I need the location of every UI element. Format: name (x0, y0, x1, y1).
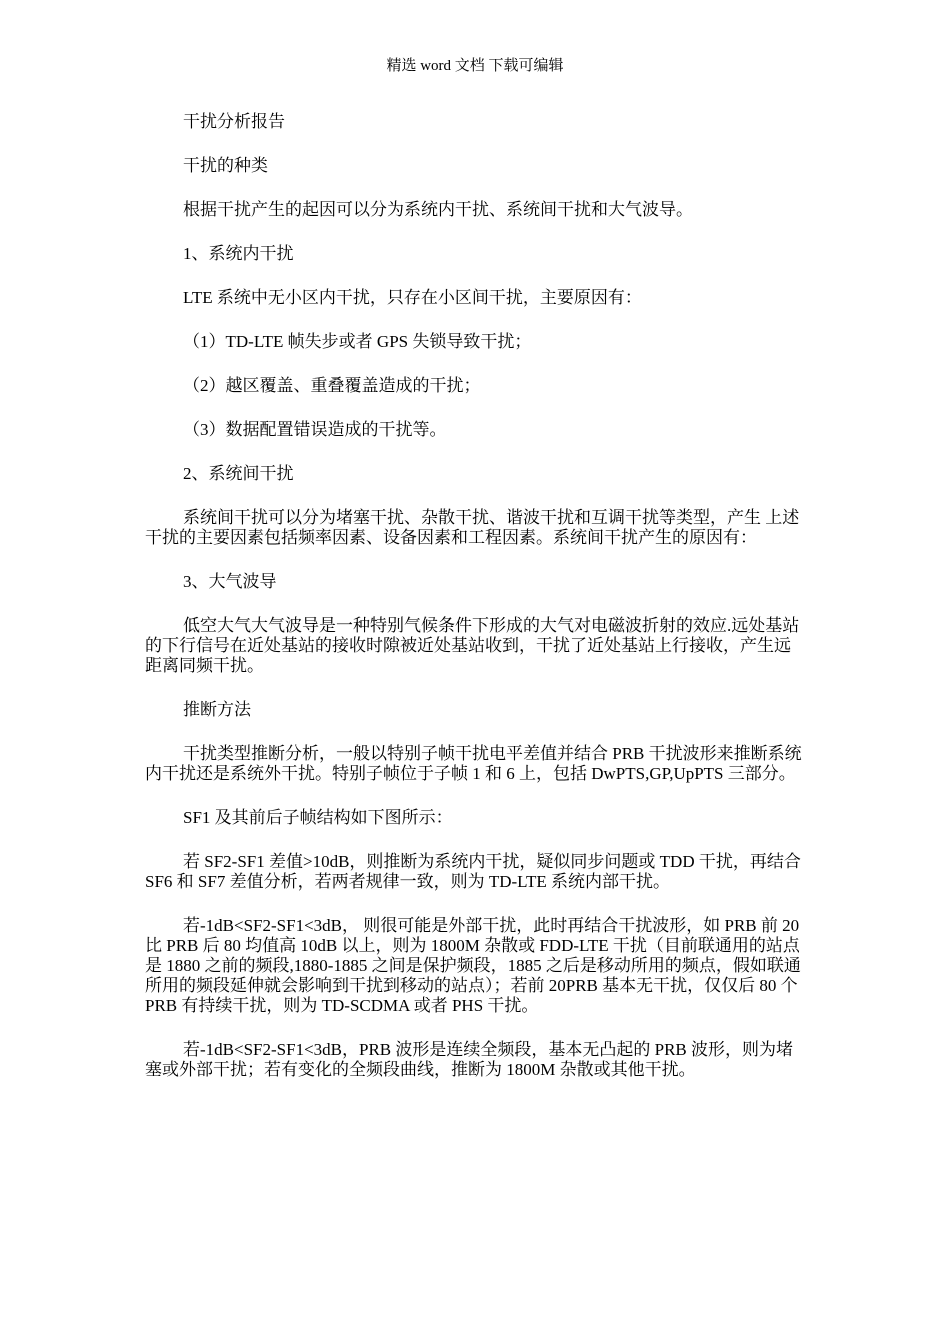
paragraph: 若-1dB<SF2-SF1<3dB，PRB 波形是连续全频段，基本无凸起的 PRB 波形，则为堵塞或外部干扰；若有变化的全频段曲线，推断为 1800M 杂散或其他干扰。 (145, 1040, 794, 1079)
list-item: （1）TD-LTE 帧失步或者 GPS 失锁导致干扰； (183, 332, 532, 351)
paragraph: LTE 系统中无小区内干扰，只存在小区间干扰，主要原因有： (183, 288, 642, 307)
paragraph: SF1 及其前后子帧结构如下图所示： (183, 808, 453, 827)
subsection-heading: 2、系统间干扰 (183, 464, 294, 483)
subsection-heading: 3、大气波导 (183, 572, 277, 591)
section-heading: 干扰的种类 (183, 156, 268, 175)
section-heading: 推断方法 (183, 700, 251, 719)
page-header: 精选 word 文档 下载可编辑 (386, 58, 564, 74)
list-item: （2）越区覆盖、重叠覆盖造成的干扰； (183, 376, 481, 395)
list-item: （3）数据配置错误造成的干扰等。 (183, 420, 447, 439)
paragraph: 若 SF2-SF1 差值>10dB，则推断为系统内干扰，疑似同步问题或 TDD 干扰，再结合 SF6 和 SF7 差值分析，若两者规律一致，则为 TD-LTE 系统内部干扰。 (145, 852, 801, 891)
document-title: 干扰分析报告 (183, 112, 285, 131)
paragraph: 若-1dB<SF2-SF1<3dB， 则很可能是外部干扰，此时再结合干扰波形，如 PRB 前 20 比 PRB 后 80 均值高 10dB 以上，则为 1800M 杂散或 FDD-LTE 干扰（目前联通用的站点是 1880 之前的频段,1880-1885 之间是保护频段，1885 之后是移动所用的频点，假如联通所用的频段延伸就会影响到干扰到移动的站点）；若前 20PRB 基本无干扰，仅仅后 80 个 PRB 有持续干扰，则为 TD-SCDMA 或者 PHS 干扰。 (145, 916, 801, 1015)
paragraph: 干扰类型推断分析，一般以特别子帧干扰电平差值并结合 PRB 干扰波形来推断系统内干扰还是系统外干扰。特别子帧位于子帧 1 和 6 上，包括 DwPTS,GP,UpPTS 三部分。 (145, 744, 802, 783)
paragraph: 根据干扰产生的起因可以分为系统内干扰、系统间干扰和大气波导。 (183, 200, 693, 219)
subsection-heading: 1、系统内干扰 (183, 244, 294, 263)
document-body (145, 112, 805, 1104)
paragraph: 系统间干扰可以分为堵塞干扰、杂散干扰、谐波干扰和互调干扰等类型，产生 上述干扰的主要因素包括频率因素、设备因素和工程因素。系统间干扰产生的原因有： (145, 508, 800, 547)
paragraph: 低空大气大气波导是一种特别气候条件下形成的大气对电磁波折射的效应.远处基站的下行信号在近处基站的接收时隙被近处基站收到，干扰了近处基站上行接收，产生远距离同频干扰。 (145, 616, 800, 675)
